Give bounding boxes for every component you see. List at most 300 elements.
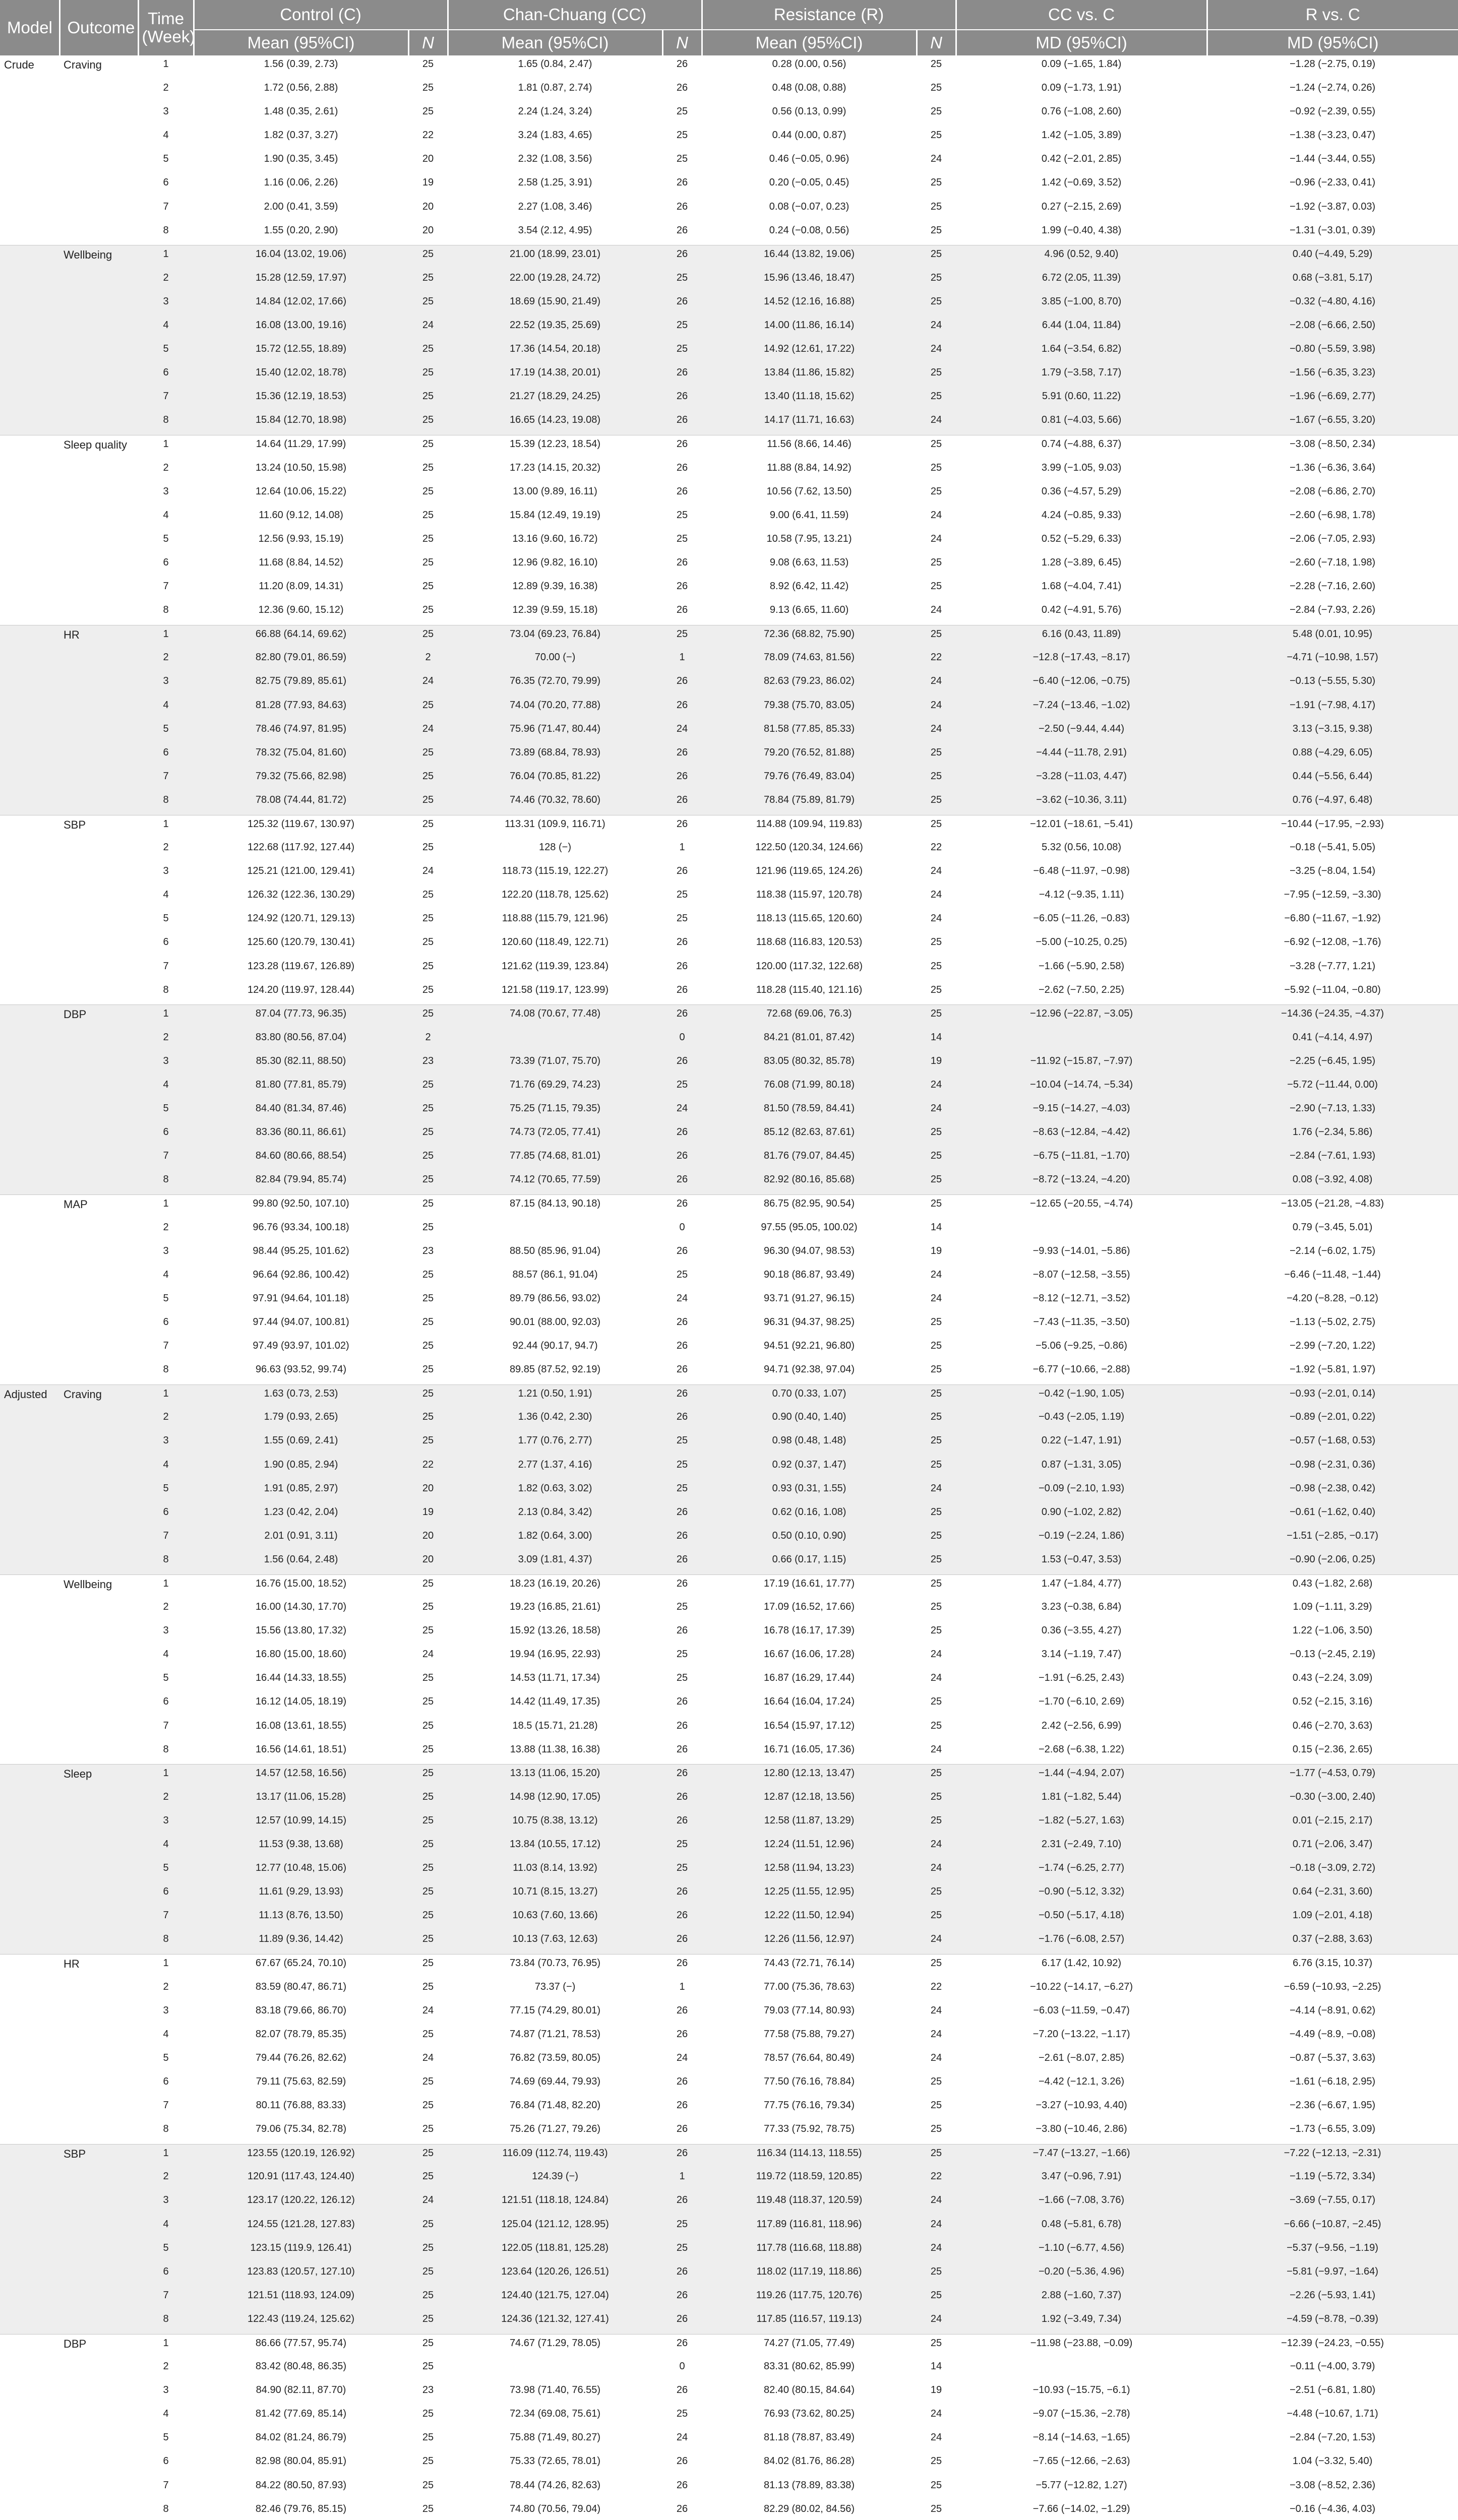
cell-control-mean: 123.15 (119.9, 126.41)	[250, 2242, 352, 2253]
table-row	[0, 2405, 1458, 2429]
cell-r-vs-c-md: −1.36 (−6.36, 3.64)	[1289, 462, 1376, 473]
cell-r-vs-c-md: −4.48 (−10.67, 1.71)	[1287, 2408, 1378, 2420]
cell-control-mean: 99.80 (92.50, 107.10)	[194, 1195, 408, 1219]
cell-outcome	[59, 2120, 138, 2144]
cell-cc-n: 24	[676, 2432, 688, 2443]
cell-r-vs-c-md: −2.08 (−6.66, 2.50)	[1289, 320, 1376, 331]
cell-cc-vs-c-md: −3.62 (−10.36, 3.11)	[1036, 794, 1127, 805]
cell-cc-n: 26	[676, 177, 688, 188]
cell-control-mean: 1.23 (0.42, 2.04)	[264, 1506, 338, 1518]
cell-resistance-n: 25	[917, 435, 956, 459]
cell-control-mean: 12.77 (10.48, 15.06)	[255, 1862, 347, 1874]
cell-control-n: 25	[422, 1720, 434, 1731]
cell-cc-n: 26	[676, 581, 688, 592]
cell-model	[0, 1859, 59, 1883]
cell-control-mean: 123.55 (120.19, 126.92)	[194, 2144, 408, 2168]
cell-control-mean: 1.90 (0.85, 2.94)	[264, 1459, 338, 1470]
table-row	[0, 1337, 1458, 1361]
cell-resistance-n: 24	[930, 1839, 942, 1850]
cell-resistance-n: 25	[930, 1506, 942, 1518]
cell-control-n: 25	[422, 2242, 434, 2253]
cell-cc-vs-c-md: 3.85 (−1.00, 8.70)	[1041, 295, 1122, 307]
cell-model	[0, 2287, 59, 2310]
cell-r-vs-c-md: −6.92 (−12.08, −1.76)	[1284, 936, 1381, 948]
cell-model	[0, 2002, 59, 2026]
cell-time: 8	[163, 1553, 169, 1565]
cell-outcome	[59, 1337, 138, 1361]
cell-r-vs-c-md: −1.56 (−6.35, 3.23)	[1289, 367, 1376, 379]
cell-outcome	[59, 1432, 138, 1456]
cell-outcome	[59, 1290, 138, 1313]
cell-cc-mean: 78.44 (74.26, 82.63)	[509, 2479, 601, 2491]
cell-model	[0, 2239, 59, 2263]
cell-control-n: 25	[408, 1195, 448, 1219]
cell-resistance-mean: 93.71 (91.27, 96.15)	[763, 1292, 855, 1304]
cell-resistance-mean: 79.38 (75.70, 83.05)	[763, 699, 855, 711]
cell-cc-vs-c-md: 1.28 (−3.89, 6.45)	[1041, 556, 1122, 568]
cell-control-n: 25	[422, 2313, 434, 2324]
cell-control-mean: 85.30 (82.11, 88.50)	[256, 1055, 346, 1066]
cell-control-n: 25	[422, 391, 434, 402]
table-row	[0, 1978, 1458, 2002]
cell-control-n: 25	[422, 414, 434, 426]
cell-time: 1	[163, 58, 169, 70]
cell-control-mean: 84.22 (80.50, 87.93)	[255, 2479, 347, 2491]
cell-r-vs-c-md: 1.22 (−1.06, 3.50)	[1292, 1625, 1373, 1636]
cell-cc-n: 24	[676, 2052, 688, 2063]
cell-model	[0, 2216, 59, 2239]
table-row	[0, 269, 1458, 293]
cell-cc-n: 24	[676, 723, 688, 734]
cell-resistance-mean: 77.33 (75.92, 78.75)	[763, 2123, 855, 2135]
cell-time: 8	[163, 1743, 169, 1755]
cell-resistance-mean: 94.71 (92.38, 97.04)	[763, 1364, 855, 1375]
cell-resistance-mean: 118.13 (115.65, 120.60)	[756, 913, 863, 924]
cell-resistance-mean: 14.00 (11.86, 16.14)	[764, 320, 855, 331]
cell-model	[0, 1290, 59, 1313]
cell-cc-mean: 73.98 (71.40, 76.55)	[509, 2384, 601, 2396]
table-row	[0, 2500, 1458, 2520]
cell-control-n: 25	[422, 1364, 434, 1375]
cell-resistance-mean: 118.28 (115.40, 121.16)	[756, 984, 863, 995]
cell-control-n: 25	[408, 245, 448, 269]
cell-time: 7	[163, 960, 169, 972]
cell-resistance-n: 25	[930, 770, 942, 782]
cell-cc-n: 1	[679, 842, 685, 853]
table-row	[0, 697, 1458, 720]
cell-r-vs-c-md: −1.31 (−3.01, 0.39)	[1289, 224, 1376, 236]
cell-model	[0, 791, 59, 815]
cell-model	[0, 768, 59, 791]
cell-control-n: 25	[408, 625, 448, 649]
table-row	[0, 933, 1458, 957]
cell-model	[0, 2263, 59, 2287]
cell-resistance-mean: 74.27 (71.05, 77.49)	[702, 2334, 917, 2358]
cell-cc-mean: 88.57 (86.1, 91.04)	[512, 1269, 598, 1280]
table-row	[0, 910, 1458, 933]
cell-time: 1	[138, 1384, 194, 1408]
cell-cc-mean: 77.85 (74.68, 81.01)	[509, 1150, 601, 1162]
cell-resistance-n: 24	[930, 2313, 942, 2324]
cell-cc-mean: 17.36 (14.54, 20.18)	[509, 343, 601, 355]
cell-control-mean: 81.28 (77.93, 84.63)	[255, 699, 347, 711]
cell-model	[0, 1551, 59, 1574]
cell-r-vs-c-md: −1.67 (−6.55, 3.20)	[1289, 414, 1376, 426]
cell-resistance-mean: 14.92 (12.61, 17.22)	[763, 343, 855, 355]
cell-outcome	[59, 1100, 138, 1123]
cell-outcome	[59, 2500, 138, 2520]
cell-cc-n: 26	[676, 462, 688, 473]
cell-cc-mean: 12.89 (9.39, 16.38)	[512, 581, 598, 592]
cell-outcome	[59, 388, 138, 411]
cell-cc-vs-c-md: 0.52 (−5.29, 6.33)	[1041, 533, 1122, 544]
cell-resistance-n: 24	[930, 1672, 942, 1684]
cell-r-vs-c-md: 0.41 (−4.14, 4.97)	[1292, 1031, 1373, 1043]
cell-control-mean: 97.49 (93.97, 101.02)	[253, 1340, 349, 1352]
cell-outcome	[59, 2239, 138, 2263]
cell-model	[0, 2452, 59, 2476]
cell-resistance-mean: 79.76 (76.49, 83.04)	[763, 770, 855, 782]
cell-cc-vs-c-md: −2.61 (−8.07, 2.85)	[1038, 2052, 1125, 2063]
cell-outcome	[59, 1907, 138, 1930]
cell-resistance-mean: 13.84 (11.86, 15.82)	[764, 367, 855, 379]
cell-cc-mean: 13.88 (11.38, 16.38)	[510, 1743, 600, 1755]
cell-outcome	[59, 1076, 138, 1100]
cell-r-vs-c-md: −6.66 (−10.87, −2.45)	[1284, 2218, 1381, 2230]
cell-time: 3	[163, 485, 169, 497]
cell-r-vs-c-md: −14.36 (−24.35, −4.37)	[1207, 1005, 1458, 1029]
cell-cc-vs-c-md: 5.91 (0.60, 11.22)	[1042, 391, 1121, 402]
cell-outcome	[59, 1646, 138, 1669]
cell-outcome	[59, 1123, 138, 1147]
cell-cc-vs-c-md: −6.03 (−11.59, −0.47)	[1033, 2004, 1130, 2016]
cell-resistance-n: 25	[930, 1696, 942, 1708]
cell-control-mean: 82.46 (79.76, 85.15)	[255, 2503, 347, 2514]
cell-model	[0, 886, 59, 910]
cell-cc-vs-c-md: −7.47 (−13.27, −1.66)	[956, 2144, 1207, 2168]
cell-model	[0, 340, 59, 364]
cell-time: 2	[163, 272, 169, 283]
cell-control-mean: 15.40 (12.02, 18.78)	[255, 367, 347, 379]
cell-outcome	[59, 601, 138, 625]
cell-outcome	[59, 2263, 138, 2287]
cell-model	[0, 79, 59, 103]
cell-control-n: 25	[422, 2100, 434, 2111]
cell-outcome	[59, 340, 138, 364]
cell-outcome: Wellbeing	[59, 1574, 138, 1598]
cell-cc-mean: 74.04 (70.20, 77.88)	[509, 699, 601, 711]
cell-model	[0, 1788, 59, 1812]
cell-cc-n: 25	[676, 320, 688, 331]
cell-resistance-n: 25	[930, 130, 942, 141]
cell-cc-mean: 12.96 (9.82, 16.10)	[512, 556, 598, 568]
cell-cc-vs-c-md: −12.01 (−18.61, −5.41)	[956, 815, 1207, 839]
cell-cc-mean: 74.08 (70.67, 77.48)	[448, 1005, 662, 1029]
cell-outcome	[59, 933, 138, 957]
cell-resistance-mean: 117.89 (116.81, 118.96)	[756, 2218, 862, 2230]
cell-cc-mean: 75.26 (71.27, 79.26)	[509, 2123, 601, 2135]
cell-r-vs-c-md: 0.68 (−3.81, 5.17)	[1292, 272, 1373, 283]
table-row	[0, 1551, 1458, 1574]
cell-resistance-n: 25	[930, 1316, 942, 1328]
cell-time: 7	[163, 1530, 169, 1541]
cell-control-n: 25	[408, 1384, 448, 1408]
cell-cc-n: 26	[676, 2075, 688, 2087]
cell-cc-vs-c-md: −8.63 (−12.84, −4.42)	[1032, 1126, 1130, 1138]
cell-resistance-mean: 81.13 (78.89, 83.38)	[763, 2479, 855, 2491]
cell-model	[0, 1337, 59, 1361]
cell-model	[0, 1242, 59, 1266]
cell-cc-n: 1	[679, 2171, 685, 2182]
cell-time: 5	[163, 533, 169, 544]
cell-cc-n: 26	[676, 82, 688, 94]
cell-cc-n: 26	[676, 485, 688, 497]
cell-cc-mean: 90.01 (88.00, 92.03)	[509, 1316, 601, 1328]
cell-time: 7	[163, 201, 169, 212]
cell-cc-mean: 13.00 (9.89, 16.11)	[513, 485, 597, 497]
cell-cc-vs-c-md: −0.20 (−5.36, 4.96)	[1038, 2265, 1125, 2277]
cell-cc-vs-c-md: 0.90 (−1.02, 2.82)	[1041, 1506, 1122, 1518]
cell-cc-vs-c-md: −3.27 (−10.93, 4.40)	[1036, 2100, 1127, 2111]
cell-control-n: 25	[408, 1574, 448, 1598]
cell-resistance-n: 24	[930, 604, 942, 616]
cell-resistance-mean: 117.78 (116.68, 118.88)	[756, 2242, 862, 2253]
cell-r-vs-c-md: −2.99 (−7.20, 1.22)	[1289, 1340, 1376, 1352]
cell-control-mean: 1.82 (0.37, 3.27)	[264, 130, 338, 141]
cell-cc-vs-c-md: −2.68 (−6.38, 1.22)	[1038, 1743, 1125, 1755]
cell-resistance-n: 24	[930, 723, 942, 734]
cell-resistance-mean: 72.68 (69.06, 76.3)	[702, 1005, 917, 1029]
cell-cc-vs-c-md: 6.16 (0.43, 11.89)	[956, 625, 1207, 649]
cell-resistance-mean: 78.57 (76.64, 80.49)	[763, 2052, 855, 2063]
table-row	[0, 1290, 1458, 1313]
cell-time: 6	[163, 367, 169, 379]
cell-r-vs-c-md: −2.60 (−6.98, 1.78)	[1289, 509, 1376, 521]
table-row	[0, 1788, 1458, 1812]
cell-control-n: 25	[422, 1886, 434, 1898]
cell-model	[0, 1100, 59, 1123]
cell-control-mean: 12.57 (10.99, 14.15)	[255, 1814, 347, 1826]
cell-control-n: 20	[422, 1553, 434, 1565]
cell-control-mean: 16.56 (14.61, 18.51)	[255, 1743, 347, 1755]
cell-cc-n: 26	[676, 1743, 688, 1755]
cell-time: 7	[163, 2479, 169, 2491]
cell-outcome	[59, 1836, 138, 1859]
cell-time: 5	[163, 153, 169, 165]
cell-cc-mean: 2.58 (1.25, 3.91)	[518, 177, 592, 188]
cell-resistance-mean: 14.17 (11.71, 16.63)	[764, 414, 855, 426]
cell-model	[0, 958, 59, 981]
table-row	[0, 435, 1458, 459]
cell-control-mean: 16.08 (13.00, 19.16)	[255, 320, 347, 331]
cell-resistance-n: 25	[930, 177, 942, 188]
cell-cc-n: 26	[676, 1553, 688, 1565]
cell-cc-vs-c-md: −8.72 (−13.24, −4.20)	[1032, 1174, 1130, 1185]
table-row	[0, 2334, 1458, 2358]
cell-resistance-n: 25	[930, 106, 942, 117]
cell-resistance-n: 24	[930, 2218, 942, 2230]
cell-cc-n: 25	[676, 1839, 688, 1850]
cell-cc-mean: 73.04 (69.23, 76.84)	[448, 625, 662, 649]
cell-control-n: 24	[422, 2004, 434, 2016]
cell-control-n: 25	[408, 2144, 448, 2168]
cell-control-mean: 125.21 (121.00, 129.41)	[247, 865, 355, 877]
cell-resistance-mean: 83.05 (80.32, 85.78)	[763, 1055, 855, 1066]
cell-resistance-n: 24	[930, 1482, 942, 1494]
cell-control-mean: 125.60 (120.79, 130.41)	[247, 936, 355, 948]
cell-resistance-n: 25	[930, 58, 942, 70]
cell-time: 3	[163, 2004, 169, 2016]
cell-cc-vs-c-md: −6.48 (−11.97, −0.98)	[1033, 865, 1130, 877]
cell-resistance-mean: 86.75 (82.95, 90.54)	[702, 1195, 917, 1219]
cell-control-n: 25	[422, 936, 434, 948]
table-row	[0, 174, 1458, 198]
cell-r-vs-c-md: −0.92 (−2.39, 0.55)	[1289, 106, 1376, 117]
cell-time: 7	[163, 1340, 169, 1352]
cell-control-mean: 126.32 (122.36, 130.29)	[247, 889, 355, 901]
header-model: Model	[0, 0, 59, 55]
cell-outcome	[59, 530, 138, 554]
cell-cc-vs-c-md: −1.10 (−6.77, 4.56)	[1038, 2242, 1125, 2253]
cell-resistance-mean: 119.48 (118.37, 120.59)	[756, 2194, 863, 2206]
cell-cc-mean: 75.88 (71.49, 80.27)	[509, 2432, 601, 2443]
cell-time: 6	[163, 936, 169, 948]
cell-cc-mean: 2.32 (1.08, 3.56)	[518, 153, 592, 165]
table-row	[0, 958, 1458, 981]
table-row	[0, 364, 1458, 388]
cell-control-n: 20	[422, 153, 434, 165]
cell-time: 4	[163, 1079, 169, 1091]
cell-cc-n: 24	[676, 1292, 688, 1304]
table-row	[0, 649, 1458, 672]
cell-control-n: 2	[425, 1031, 431, 1043]
cell-cc-n: 26	[676, 58, 688, 70]
cell-control-n: 25	[422, 2432, 434, 2443]
cell-control-n: 25	[422, 604, 434, 616]
cell-model	[0, 1955, 59, 1978]
cell-resistance-mean: 118.68 (116.83, 120.53)	[756, 936, 863, 948]
cell-control-mean: 83.80 (80.56, 87.04)	[255, 1031, 347, 1043]
table-row	[0, 317, 1458, 340]
table-row	[0, 1219, 1458, 1242]
cell-resistance-n: 19	[930, 1055, 942, 1066]
cell-resistance-mean: 11.56 (8.66, 14.46)	[702, 435, 917, 459]
cell-time: 2	[163, 2171, 169, 2182]
cell-cc-n: 0	[679, 1031, 685, 1043]
cell-resistance-n: 25	[930, 1553, 942, 1565]
cell-control-n: 25	[422, 2171, 434, 2182]
cell-cc-mean: 22.52 (19.35, 25.69)	[509, 320, 601, 331]
cell-control-mean: 1.48 (0.35, 2.61)	[264, 106, 338, 117]
cell-resistance-mean: 0.92 (0.37, 1.47)	[772, 1459, 846, 1470]
cell-control-mean: 83.59 (80.47, 86.71)	[255, 1981, 347, 1992]
cell-resistance-n: 25	[917, 1005, 956, 1029]
cell-cc-mean: 13.13 (11.06, 15.20)	[448, 1765, 662, 1788]
cell-resistance-mean: 12.58 (11.94, 13.23)	[764, 1862, 855, 1874]
cell-time: 6	[163, 746, 169, 758]
cell-control-mean: 13.24 (10.50, 15.98)	[255, 462, 347, 473]
cell-cc-n: 26	[676, 2265, 688, 2277]
cell-cc-vs-c-md: −7.24 (−13.46, −1.02)	[1032, 699, 1130, 711]
cell-control-mean: 15.84 (12.70, 18.98)	[255, 414, 347, 426]
table-row	[0, 1171, 1458, 1194]
cell-outcome	[59, 317, 138, 340]
cell-model	[0, 2026, 59, 2049]
cell-cc-mean: 15.39 (12.23, 18.54)	[448, 435, 662, 459]
table-row	[0, 2287, 1458, 2310]
cell-control-mean: 11.20 (8.09, 14.31)	[259, 581, 343, 592]
cell-resistance-mean: 12.58 (11.87, 13.29)	[764, 1814, 855, 1826]
cell-resistance-n: 25	[930, 1625, 942, 1636]
cell-cc-mean: 22.00 (19.28, 24.72)	[509, 272, 601, 283]
cell-outcome	[59, 1669, 138, 1693]
cell-control-n: 25	[422, 1126, 434, 1138]
cell-model	[0, 2120, 59, 2144]
cell-time: 6	[163, 2455, 169, 2467]
cell-model	[0, 2191, 59, 2215]
cell-outcome	[59, 1741, 138, 1765]
cell-time: 6	[163, 1886, 169, 1898]
cell-resistance-n: 25	[930, 224, 942, 236]
cell-control-mean: 11.13 (8.76, 13.50)	[259, 1910, 343, 1921]
cell-model	[0, 1717, 59, 1741]
cell-cc-n: 1	[679, 1981, 685, 1992]
cell-cc-n: 26	[676, 794, 688, 805]
cell-outcome	[59, 79, 138, 103]
cell-control-mean: 16.04 (13.02, 19.06)	[194, 245, 408, 269]
cell-outcome	[59, 768, 138, 791]
cell-time: 3	[163, 2384, 169, 2396]
cell-control-n: 25	[422, 2503, 434, 2514]
table-row	[0, 1717, 1458, 1741]
cell-outcome	[59, 910, 138, 933]
cell-control-mean: 82.84 (79.94, 85.74)	[255, 1174, 347, 1185]
cell-r-vs-c-md: −1.77 (−4.53, 0.79)	[1207, 1765, 1458, 1788]
cell-control-n: 25	[422, 2123, 434, 2135]
cell-time: 4	[163, 320, 169, 331]
cell-control-n: 25	[422, 2479, 434, 2491]
table-row	[0, 1480, 1458, 1503]
table-row	[0, 1907, 1458, 1930]
cell-outcome	[59, 507, 138, 530]
cell-model	[0, 1408, 59, 1432]
cell-outcome	[59, 2358, 138, 2381]
cell-resistance-n: 25	[930, 1530, 942, 1541]
cell-control-mean: 78.46 (74.97, 81.95)	[255, 723, 347, 734]
cell-control-mean: 97.44 (94.07, 100.81)	[253, 1316, 349, 1328]
table-row	[0, 2026, 1458, 2049]
cell-resistance-mean: 12.87 (12.18, 13.56)	[763, 1791, 855, 1802]
cell-cc-mean: 73.89 (68.84, 78.93)	[509, 746, 601, 758]
cell-time: 3	[163, 865, 169, 877]
cell-resistance-mean: 12.25 (11.55, 12.95)	[764, 1886, 855, 1898]
cell-resistance-n: 25	[930, 794, 942, 805]
table-row	[0, 507, 1458, 530]
cell-r-vs-c-md: 0.76 (−4.97, 6.48)	[1292, 794, 1373, 805]
table-row	[0, 886, 1458, 910]
cell-time: 1	[138, 245, 194, 269]
cell-cc-vs-c-md: −12.65 (−20.55, −4.74)	[956, 1195, 1207, 1219]
cell-r-vs-c-md: −0.13 (−5.55, 5.30)	[1289, 675, 1376, 687]
cell-cc-mean: 18.23 (16.19, 20.26)	[448, 1574, 662, 1598]
cell-cc-vs-c-md: −1.66 (−7.08, 3.76)	[1038, 2194, 1125, 2206]
cell-time: 5	[163, 2242, 169, 2253]
cell-time: 1	[138, 1765, 194, 1788]
cell-control-mean: 82.80 (79.01, 86.59)	[255, 652, 347, 663]
cell-control-mean: 1.16 (0.06, 2.26)	[264, 177, 338, 188]
cell-cc-mean: 121.58 (119.17, 123.99)	[502, 984, 609, 995]
cell-cc-mean: 92.44 (90.17, 94.7)	[512, 1340, 598, 1352]
